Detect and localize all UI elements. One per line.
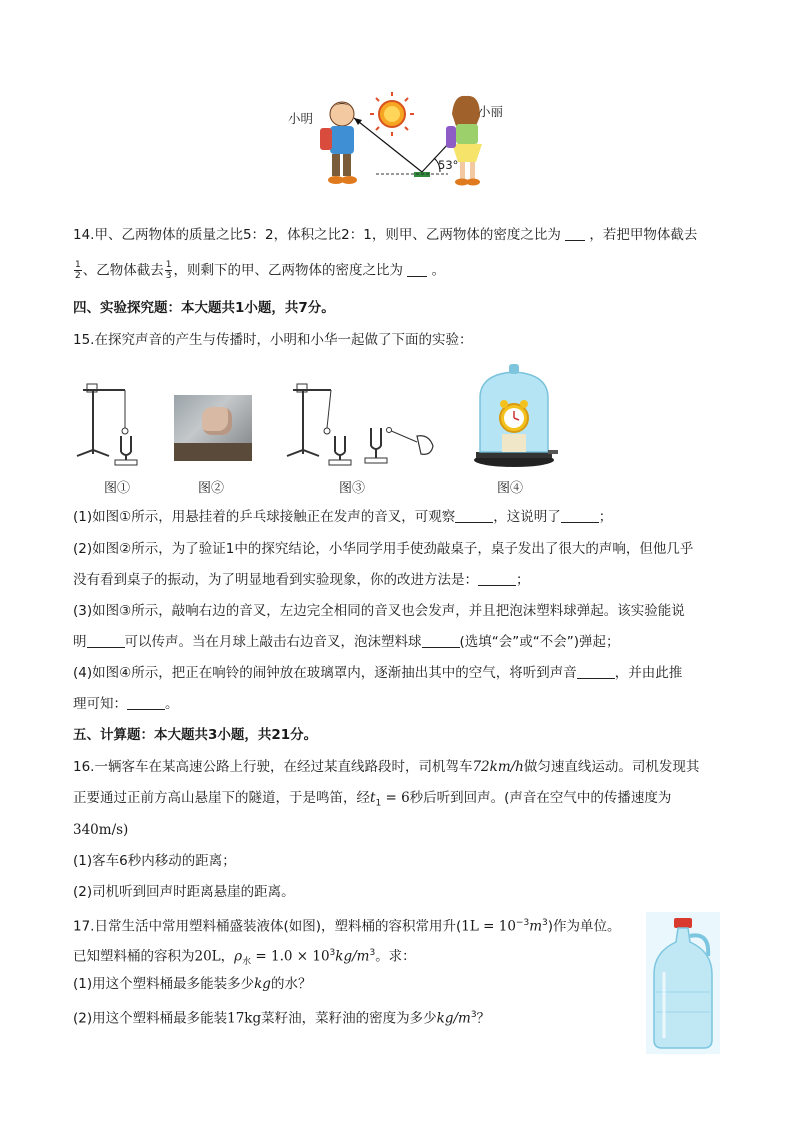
q16-sub2: (2)司机听到回声时距离悬崖的距离。 — [73, 884, 295, 900]
q14-blank1[interactable] — [565, 228, 585, 241]
q14-text-mid: 、乙物体截去 — [82, 262, 164, 279]
caption-figure-2: 图② — [198, 481, 225, 496]
q15-part2-line1: (2)如图②所示，为了验证1中的探究结论，小华同学用手使劲敲桌子，桌子发出了很大的声响，但他几乎 — [73, 541, 694, 557]
reflection-figure — [280, 92, 520, 192]
girl-illustration — [446, 96, 482, 186]
q16-sub1: (1)客车6秒内移动的距离； — [73, 853, 236, 869]
tuning-fork-pendulum-svg — [73, 376, 153, 466]
bell-jar-svg — [468, 362, 560, 468]
q15-blank7[interactable] — [127, 697, 165, 710]
hand-icon — [417, 436, 433, 455]
q14-blank2[interactable] — [407, 264, 427, 277]
q16-line1: 16.一辆客车在某高速公路上行驶，在经过某直线路段时，司机驾车72km/h做匀速直线运动。司机发现其 — [73, 759, 700, 775]
q15-blank1[interactable] — [455, 510, 493, 523]
q15-part1: (1)如图①所示，用悬挂着的乒乓球接触正在发声的音叉，可观察 ，这说明了 ； — [73, 509, 613, 525]
plastic-bottle-photo — [646, 912, 720, 1054]
q17-line2: 已知塑料桶的容积为20L，$\rho_水 = 1.0 \times 10^3kg/m^3$。求： — [73, 948, 416, 968]
q17-sub1: (1)用这个塑料桶最多能装多少kg的水？ — [73, 976, 312, 992]
q14-text: 14.甲、乙两物体的质量之比5：2，体积之比2：1，则甲、乙两物体的密度之比为 — [73, 227, 561, 243]
q15-blank6[interactable] — [577, 666, 615, 679]
q17-line1: 17.日常生活中常用塑料桶盛装液体(如图)，塑料桶的容积常用升$(1L = 10^{-3}m^3)$作为单位。 — [73, 918, 621, 935]
figure-2-photo — [174, 395, 252, 461]
figure-4 — [468, 362, 560, 468]
caption-figure-3: 图③ — [339, 481, 366, 496]
q14-line1 — [73, 225, 697, 245]
q15-blank3[interactable] — [478, 573, 516, 586]
q15-blank4[interactable] — [87, 635, 125, 648]
boy-illustration — [320, 102, 357, 184]
angle-label: 53° — [438, 158, 459, 172]
q15-part3-line1: (3)如图③所示，敲响右边的音叉，左边完全相同的音叉也会发声，并且把泡沫塑料球弹起。该实验能说 — [73, 603, 685, 619]
figure-3 — [283, 376, 443, 466]
fist-icon — [202, 407, 232, 435]
q15-blank5[interactable] — [422, 635, 460, 648]
plastic-bottle-svg — [646, 912, 720, 1054]
q15-blank2[interactable] — [561, 510, 599, 523]
q14-text-end2: ，则剩下的甲、乙两物体的密度之比为 — [173, 262, 403, 279]
fraction-one-third: $\frac{1}{3}$ — [165, 260, 172, 281]
section-five-heading: 五、计算题：本大题共3小题，共21分。 — [73, 727, 318, 743]
q14-line2 — [73, 260, 445, 281]
q17-sub2: (2)用这个塑料桶最多能装17kg菜籽油，菜籽油的密度为多少$kg/m^3$？ — [73, 1010, 491, 1027]
figure-1 — [73, 376, 153, 466]
q16-line3: 340m/s) — [73, 822, 129, 838]
q14-text-tail: 。 — [431, 262, 446, 279]
q15-part2-line2: 没有看到桌子的振动，为了明显地看到实验现象，你的改进方法是： ； — [73, 572, 530, 588]
q15-intro: 15.在探究声音的产生与传播时，小明和小华一起做了下面的实验： — [73, 332, 473, 348]
two-tuning-forks-svg — [283, 376, 443, 466]
q15-part3-line2: 明 可以传声。当在月球上敲击右边音叉，泡沫塑料球 (选填“会”或“不会”)弹起； — [73, 634, 620, 650]
fraction-one-half: $\frac{1}{2}$ — [75, 260, 81, 281]
bottle-cap-icon — [674, 918, 692, 928]
q16-line2: 正要通过正前方高山悬崖下的隧道，于是鸣笛，经$t_1 = 6$秒后听到回声。(声音在空气中的传播速度为 — [73, 790, 672, 809]
q14-text-end: ，若把甲物体截去 — [589, 227, 698, 243]
section-four-heading: 四、实验探究题：本大题共1小题，共7分。 — [73, 300, 335, 316]
caption-figure-4: 图④ — [497, 481, 524, 496]
label-xiaoli: 小丽 — [478, 104, 504, 119]
q15-part4-line1: (4)如图④所示，把正在响铃的闹钟放在玻璃罩内，逐渐抽出其中的空气，将听到声音 ，并由此推 — [73, 665, 683, 681]
sun-icon — [370, 92, 414, 136]
label-xiaoming: 小明 — [288, 111, 314, 126]
caption-figure-1: 图① — [104, 481, 131, 496]
q15-part4-line2: 理可知： 。 — [73, 696, 179, 712]
